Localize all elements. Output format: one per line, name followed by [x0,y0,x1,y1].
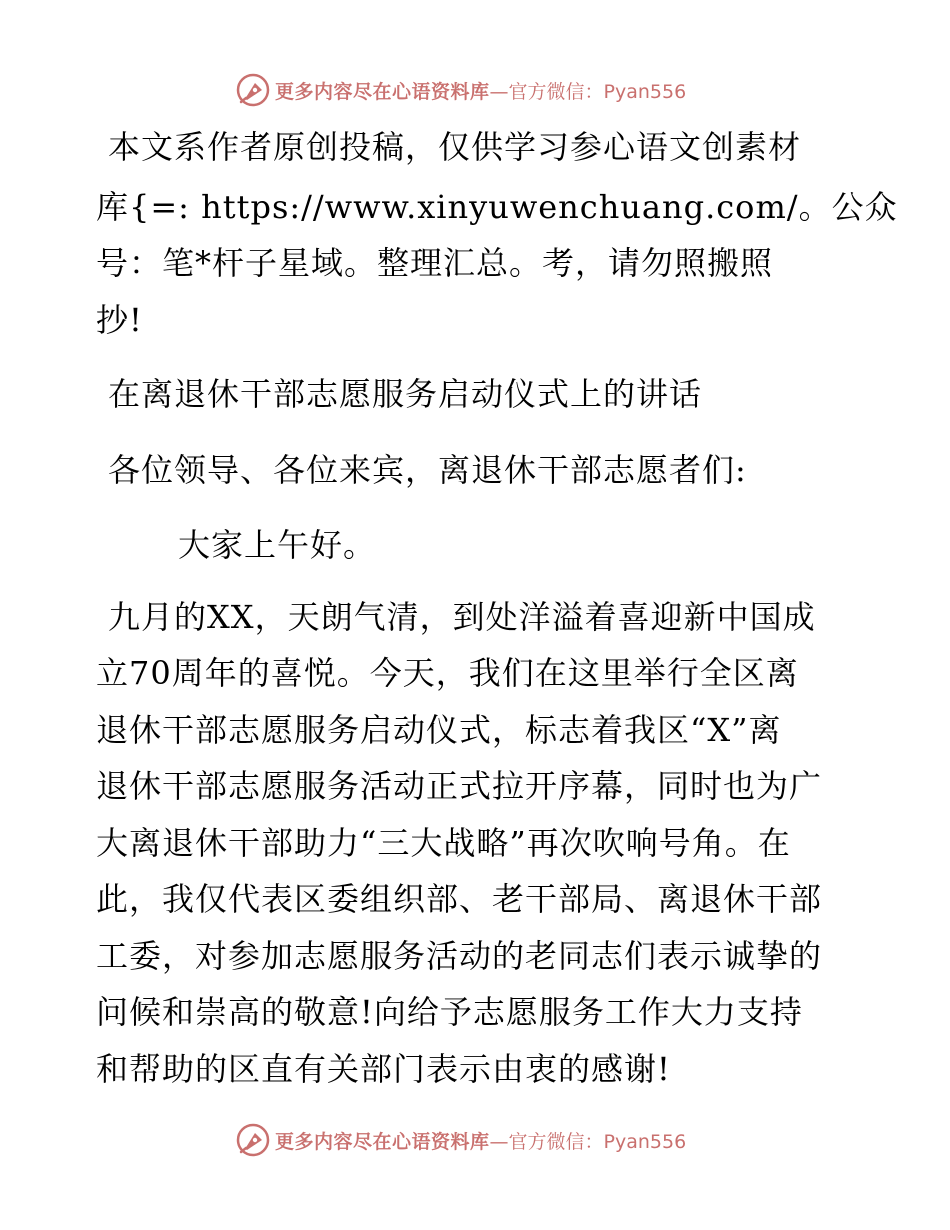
pen-nib-logo-icon [235,1122,271,1158]
paragraph-line-9: 和帮助的区直有关部门表示由衷的感谢! [96,1050,671,1088]
paragraph-line-8: 问候和崇高的敬意!向给予志愿服务工作大力支持 [96,993,803,1031]
watermark-contact-text: —官方微信：Pyan556 [489,80,687,103]
notice-line-2: 库{=: https://www.xinyuwenchuang.com/。公众 [96,188,898,226]
salutation: 各位领导、各位来宾，离退休干部志愿者们: [108,451,747,489]
paragraph-line-5: 大离退休干部助力“三大战略”再次吹响号角。在 [96,824,791,862]
header-watermark [235,72,686,108]
notice-line-3: 号：笔*杆子星域。整理汇总。考，请勿照搬照 [96,244,774,282]
watermark-promo-text: 更多内容尽在心语资料库 [275,1130,490,1153]
paragraph-line-2: 立70周年的喜悦。今天，我们在这里举行全区离 [96,654,799,692]
notice-line-4: 抄! [96,301,143,339]
footer-watermark [235,1122,686,1158]
greeting: 大家上午好。 [178,526,377,564]
pen-nib-logo-icon [235,72,271,108]
paragraph-line-3: 退休干部志愿服务启动仪式，标志着我区“X”离 [96,711,782,749]
paragraph-line-7: 工委，对参加志愿服务活动的老同志们表示诚挚的 [96,937,823,975]
watermark-promo-text: 更多内容尽在心语资料库 [275,80,490,103]
watermark-contact-text: —官方微信：Pyan556 [489,1130,687,1153]
notice-line-1: 本文系作者原创投稿，仅供学习参心语文创素材 [108,128,802,166]
document-title: 在离退休干部志愿服务启动仪式上的讲话 [108,375,703,413]
paragraph-line-6: 此，我仅代表区委组织部、老干部局、离退休干部 [96,880,823,918]
paragraph-line-4: 退休干部志愿服务活动正式拉开序幕，同时也为广 [96,767,823,805]
paragraph-line-1: 九月的XX，天朗气清，到处洋溢着喜迎新中国成 [108,598,816,636]
